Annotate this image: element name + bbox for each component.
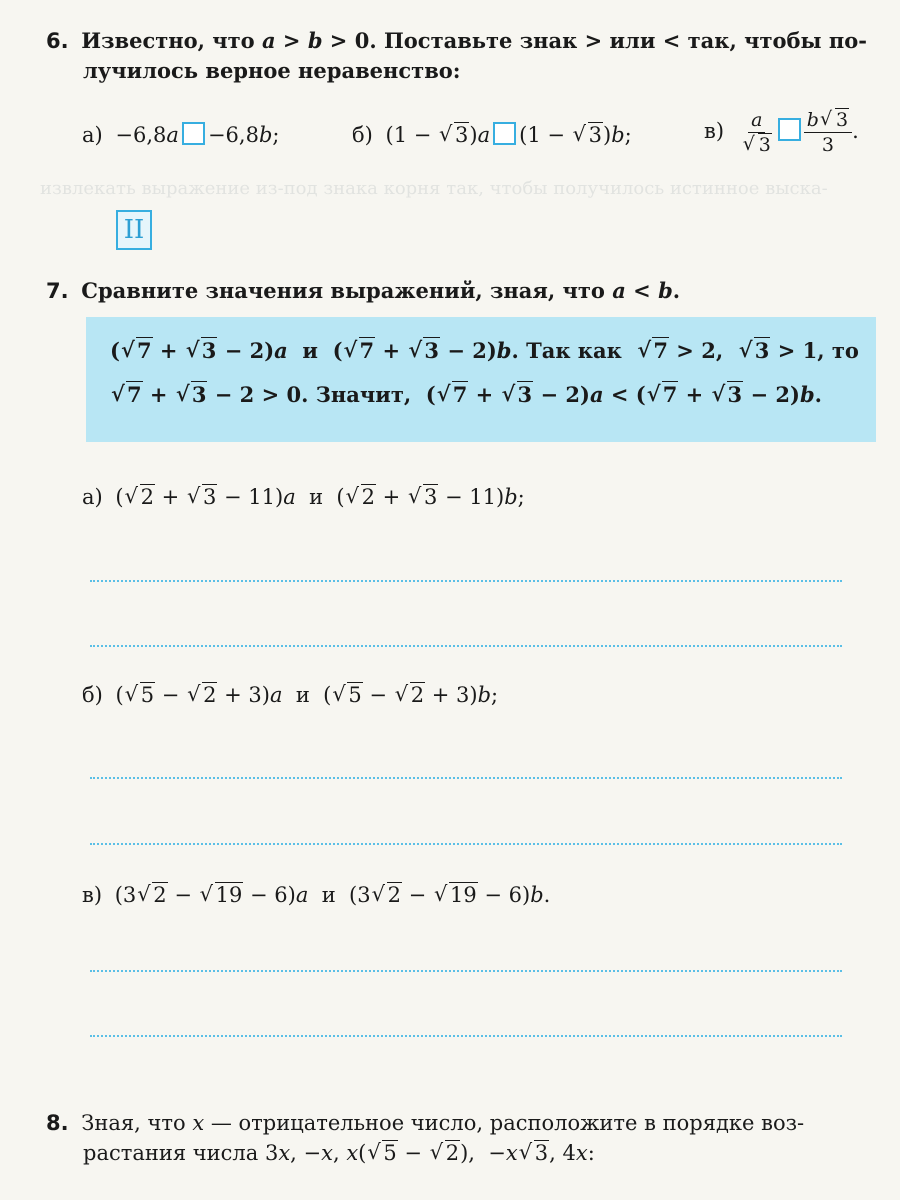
- task-6-b-label: б): [352, 123, 373, 147]
- task-7-v: в) (3√ 2 − √ 19 − 6)a и (3√ 2 − √ 19 − 6)b.: [82, 880, 550, 910]
- task-6-v-label: в): [704, 119, 725, 143]
- task-6-v: в) a √ 3 $\frac{b√ 3}{3}$ .: [704, 108, 859, 157]
- task-6-statement: 6. Известно, что a > b > 0. Поставьте знак > или < так, чтобы по- лучилось верное неравенство:: [46, 28, 867, 83]
- answer-line[interactable]: [90, 645, 842, 647]
- answer-line[interactable]: [90, 970, 842, 972]
- answer-box[interactable]: [778, 118, 801, 141]
- answer-box[interactable]: [182, 122, 205, 145]
- fraction-b-root3-over-3: $\frac{b√ 3}{3}$: [804, 108, 852, 157]
- task-7-number: 7.: [46, 279, 69, 303]
- task-6-b: б) (1 − √ 3)a (1 − √ 3)b;: [352, 120, 632, 150]
- task-7-statement: 7. Сравните значения выражений, зная, что a < b.: [46, 278, 681, 303]
- answer-line[interactable]: [90, 1035, 842, 1037]
- answer-line[interactable]: [90, 580, 842, 582]
- task-7-v-label: в): [82, 883, 103, 907]
- answer-box[interactable]: [493, 122, 516, 145]
- task-8-statement: 8. Зная, что x — отрицательное число, расположите в порядке воз- растания числа 3x, −x, x(√ 5 − √ 2), −x√ 3, 4x:: [46, 1108, 876, 1168]
- task-6-a: а) −6,8a −6,8b;: [82, 123, 280, 147]
- example-solution-text: (√ 7 + √ 3 − 2)a и (√ 7 + √ 3 − 2)b. Так как √ 7 > 2, √ 3 > 1, то √ 7 + √ 3 − 2 > 0. Значит, (√ 7 + √ 3 − 2)a < (√ 7 + √ 3 − 2)b.: [110, 336, 870, 410]
- level-marker-badge: II: [116, 210, 152, 250]
- task-7-b-label: б): [82, 683, 103, 707]
- fraction-a-over-root3: a √ 3: [739, 108, 775, 157]
- task-6-a-label: а): [82, 123, 103, 147]
- answer-line[interactable]: [90, 843, 842, 845]
- bleed-through-text: извлекать выражение из-под знака корня так, чтобы получилось истинное выска-: [40, 178, 828, 199]
- task-7-a-label: а): [82, 485, 103, 509]
- answer-line[interactable]: [90, 777, 842, 779]
- task-7-a: а) (√ 2 + √ 3 − 11)a и (√ 2 + √ 3 − 11)b;: [82, 482, 525, 512]
- task-7-b: б) (√ 5 − √ 2 + 3)a и (√ 5 − √ 2 + 3)b;: [82, 680, 498, 710]
- task-6-number: 6.: [46, 29, 69, 53]
- task-8-number: 8.: [46, 1111, 69, 1135]
